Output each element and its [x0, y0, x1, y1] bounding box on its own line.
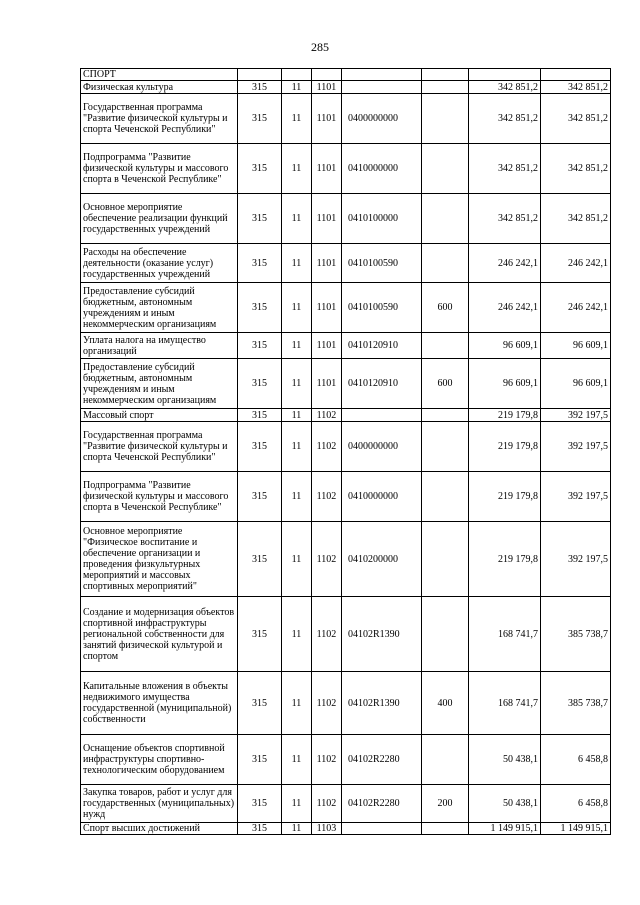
section-code-cell: 11 — [282, 522, 312, 597]
subsection-code-cell: 1101 — [312, 283, 342, 333]
subsection-code-cell: 1101 — [312, 244, 342, 283]
amount-year-1-cell: 342 851,2 — [469, 94, 541, 144]
subsection-code-cell: 1102 — [312, 672, 342, 735]
table-row — [81, 194, 611, 244]
table-row — [81, 94, 611, 144]
amount-year-1-cell: 168 741,7 — [469, 597, 541, 672]
subsection-code-cell: 1102 — [312, 785, 342, 823]
budget-table — [80, 68, 611, 835]
table-row — [81, 283, 611, 333]
item-name-cell: Спорт высших достижений — [81, 823, 238, 835]
amount-year-1-cell: 219 179,8 — [469, 472, 541, 522]
ministry-code-cell: 315 — [238, 81, 282, 94]
table-row — [81, 522, 611, 597]
expense-type-code-cell — [422, 144, 469, 194]
amount-year-1-cell: 96 609,1 — [469, 333, 541, 359]
ministry-code-cell: 315 — [238, 422, 282, 472]
subsection-code-cell: 1102 — [312, 522, 342, 597]
ministry-code-cell: 315 — [238, 359, 282, 409]
amount-year-2-cell: 342 851,2 — [541, 81, 611, 94]
subsection-code-cell: 1101 — [312, 81, 342, 94]
expense-type-code-cell: 600 — [422, 359, 469, 409]
subsection-code-cell — [312, 69, 342, 81]
section-code-cell: 11 — [282, 194, 312, 244]
table-row — [81, 144, 611, 194]
target-article-code-cell: 0410100000 — [342, 194, 422, 244]
amount-year-2-cell: 6 458,8 — [541, 785, 611, 823]
ministry-code-cell: 315 — [238, 244, 282, 283]
expense-type-code-cell — [422, 194, 469, 244]
subsection-code-cell: 1101 — [312, 359, 342, 409]
budget-table-body — [81, 69, 611, 835]
table-row — [81, 81, 611, 94]
target-article-code-cell — [342, 823, 422, 835]
item-name-cell: Подпрограмма "Развитие физической культуры и массового спорта в Чеченской Республике" — [81, 144, 238, 194]
ministry-code-cell: 315 — [238, 409, 282, 422]
item-name-cell: Массовый спорт — [81, 409, 238, 422]
target-article-code-cell: 0410000000 — [342, 472, 422, 522]
amount-year-2-cell: 246 242,1 — [541, 244, 611, 283]
expense-type-code-cell: 600 — [422, 283, 469, 333]
target-article-code-cell: 04102R1390 — [342, 672, 422, 735]
subsection-code-cell: 1102 — [312, 597, 342, 672]
amount-year-1-cell: 1 149 915,1 — [469, 823, 541, 835]
section-code-cell: 11 — [282, 735, 312, 785]
table-row — [81, 735, 611, 785]
ministry-code-cell: 315 — [238, 472, 282, 522]
ministry-code-cell: 315 — [238, 735, 282, 785]
expense-type-code-cell — [422, 472, 469, 522]
section-code-cell: 11 — [282, 333, 312, 359]
item-name-cell: Предоставление субсидий бюджетным, автономным учреждениям и иным некоммерческим организациям — [81, 283, 238, 333]
amount-year-2-cell: 246 242,1 — [541, 283, 611, 333]
section-code-cell: 11 — [282, 472, 312, 522]
ministry-code-cell — [238, 69, 282, 81]
subsection-code-cell: 1102 — [312, 422, 342, 472]
item-name-cell: Оснащение объектов спортивной инфраструктуры спортивно-технологическим оборудованием — [81, 735, 238, 785]
amount-year-1-cell: 50 438,1 — [469, 785, 541, 823]
table-row — [81, 244, 611, 283]
item-name-cell: Основное мероприятие "Физическое воспитание и обеспечение организации и проведения физкультурных мероприятий и массовых спортивных мероприятий" — [81, 522, 238, 597]
target-article-code-cell: 0410100590 — [342, 244, 422, 283]
target-article-code-cell: 0410200000 — [342, 522, 422, 597]
section-code-cell: 11 — [282, 422, 312, 472]
subsection-code-cell: 1101 — [312, 94, 342, 144]
table-row — [81, 409, 611, 422]
amount-year-1-cell: 246 242,1 — [469, 244, 541, 283]
expense-type-code-cell — [422, 597, 469, 672]
section-code-cell: 11 — [282, 144, 312, 194]
section-code-cell: 11 — [282, 81, 312, 94]
ministry-code-cell: 315 — [238, 785, 282, 823]
amount-year-2-cell: 1 149 915,1 — [541, 823, 611, 835]
amount-year-2-cell: 342 851,2 — [541, 94, 611, 144]
amount-year-2-cell: 96 609,1 — [541, 333, 611, 359]
amount-year-1-cell — [469, 69, 541, 81]
item-name-cell: Предоставление субсидий бюджетным, автономным учреждениям и иным некоммерческим организациям — [81, 359, 238, 409]
target-article-code-cell: 0410100590 — [342, 283, 422, 333]
ministry-code-cell: 315 — [238, 283, 282, 333]
target-article-code-cell — [342, 409, 422, 422]
amount-year-1-cell: 342 851,2 — [469, 194, 541, 244]
amount-year-2-cell: 6 458,8 — [541, 735, 611, 785]
item-name-cell: Государственная программа "Развитие физической культуры и спорта Чеченской Республики" — [81, 422, 238, 472]
amount-year-1-cell: 50 438,1 — [469, 735, 541, 785]
ministry-code-cell: 315 — [238, 194, 282, 244]
target-article-code-cell: 0410000000 — [342, 144, 422, 194]
target-article-code-cell: 0400000000 — [342, 422, 422, 472]
subsection-code-cell: 1102 — [312, 735, 342, 785]
expense-type-code-cell — [422, 823, 469, 835]
section-code-cell: 11 — [282, 409, 312, 422]
expense-type-code-cell: 400 — [422, 672, 469, 735]
page-number: 285 — [311, 40, 329, 54]
section-code-cell: 11 — [282, 244, 312, 283]
amount-year-2-cell: 385 738,7 — [541, 597, 611, 672]
table-row — [81, 422, 611, 472]
item-name-cell: Физическая культура — [81, 81, 238, 94]
expense-type-code-cell: 200 — [422, 785, 469, 823]
table-row — [81, 472, 611, 522]
ministry-code-cell: 315 — [238, 672, 282, 735]
amount-year-2-cell: 385 738,7 — [541, 672, 611, 735]
expense-type-code-cell — [422, 422, 469, 472]
subsection-code-cell: 1102 — [312, 409, 342, 422]
table-row — [81, 69, 611, 81]
table-row — [81, 823, 611, 835]
ministry-code-cell: 315 — [238, 522, 282, 597]
target-article-code-cell: 0410120910 — [342, 333, 422, 359]
amount-year-1-cell: 219 179,8 — [469, 422, 541, 472]
target-article-code-cell: 04102R2280 — [342, 785, 422, 823]
ministry-code-cell: 315 — [238, 333, 282, 359]
amount-year-1-cell: 342 851,2 — [469, 81, 541, 94]
ministry-code-cell: 315 — [238, 94, 282, 144]
expense-type-code-cell — [422, 409, 469, 422]
amount-year-1-cell: 342 851,2 — [469, 144, 541, 194]
amount-year-1-cell: 168 741,7 — [469, 672, 541, 735]
item-name-cell: Подпрограмма "Развитие физической культуры и массового спорта в Чеченской Республике" — [81, 472, 238, 522]
item-name-cell: Уплата налога на имущество организаций — [81, 333, 238, 359]
table-row — [81, 597, 611, 672]
section-code-cell — [282, 69, 312, 81]
item-name-cell: Закупка товаров, работ и услуг для государственных (муниципальных) нужд — [81, 785, 238, 823]
expense-type-code-cell — [422, 735, 469, 785]
section-code-cell: 11 — [282, 94, 312, 144]
target-article-code-cell: 0410120910 — [342, 359, 422, 409]
section-code-cell: 11 — [282, 823, 312, 835]
subsection-code-cell: 1101 — [312, 333, 342, 359]
amount-year-2-cell: 392 197,5 — [541, 522, 611, 597]
section-code-cell: 11 — [282, 672, 312, 735]
table-row — [81, 672, 611, 735]
amount-year-2-cell: 392 197,5 — [541, 409, 611, 422]
amount-year-1-cell: 219 179,8 — [469, 522, 541, 597]
section-code-cell: 11 — [282, 359, 312, 409]
section-code-cell: 11 — [282, 283, 312, 333]
ministry-code-cell: 315 — [238, 597, 282, 672]
item-name-cell: Капитальные вложения в объекты недвижимого имущества государственной (муниципальной) собственности — [81, 672, 238, 735]
subsection-code-cell: 1103 — [312, 823, 342, 835]
target-article-code-cell: 04102R1390 — [342, 597, 422, 672]
amount-year-2-cell: 342 851,2 — [541, 144, 611, 194]
expense-type-code-cell — [422, 522, 469, 597]
ministry-code-cell: 315 — [238, 144, 282, 194]
amount-year-1-cell: 219 179,8 — [469, 409, 541, 422]
item-name-cell: Создание и модернизация объектов спортивной инфраструктуры региональной собственности для занятий физической культурой и спортом — [81, 597, 238, 672]
expense-type-code-cell — [422, 244, 469, 283]
expense-type-code-cell — [422, 333, 469, 359]
amount-year-2-cell: 392 197,5 — [541, 472, 611, 522]
amount-year-2-cell — [541, 69, 611, 81]
amount-year-2-cell: 96 609,1 — [541, 359, 611, 409]
item-name-cell: Основное мероприятие обеспечение реализации функций государственных учреждений — [81, 194, 238, 244]
target-article-code-cell: 0400000000 — [342, 94, 422, 144]
table-row — [81, 333, 611, 359]
section-code-cell: 11 — [282, 597, 312, 672]
amount-year-2-cell: 392 197,5 — [541, 422, 611, 472]
section-code-cell: 11 — [282, 785, 312, 823]
item-name-cell: СПОРТ — [81, 69, 238, 81]
expense-type-code-cell — [422, 69, 469, 81]
item-name-cell: Государственная программа "Развитие физической культуры и спорта Чеченской Республики" — [81, 94, 238, 144]
amount-year-2-cell: 342 851,2 — [541, 194, 611, 244]
table-row — [81, 359, 611, 409]
target-article-code-cell — [342, 69, 422, 81]
subsection-code-cell: 1101 — [312, 144, 342, 194]
table-row — [81, 785, 611, 823]
subsection-code-cell: 1101 — [312, 194, 342, 244]
expense-type-code-cell — [422, 94, 469, 144]
amount-year-1-cell: 96 609,1 — [469, 359, 541, 409]
ministry-code-cell: 315 — [238, 823, 282, 835]
target-article-code-cell: 04102R2280 — [342, 735, 422, 785]
expense-type-code-cell — [422, 81, 469, 94]
item-name-cell: Расходы на обеспечение деятельности (оказание услуг) государственных учреждений — [81, 244, 238, 283]
amount-year-1-cell: 246 242,1 — [469, 283, 541, 333]
target-article-code-cell — [342, 81, 422, 94]
subsection-code-cell: 1102 — [312, 472, 342, 522]
